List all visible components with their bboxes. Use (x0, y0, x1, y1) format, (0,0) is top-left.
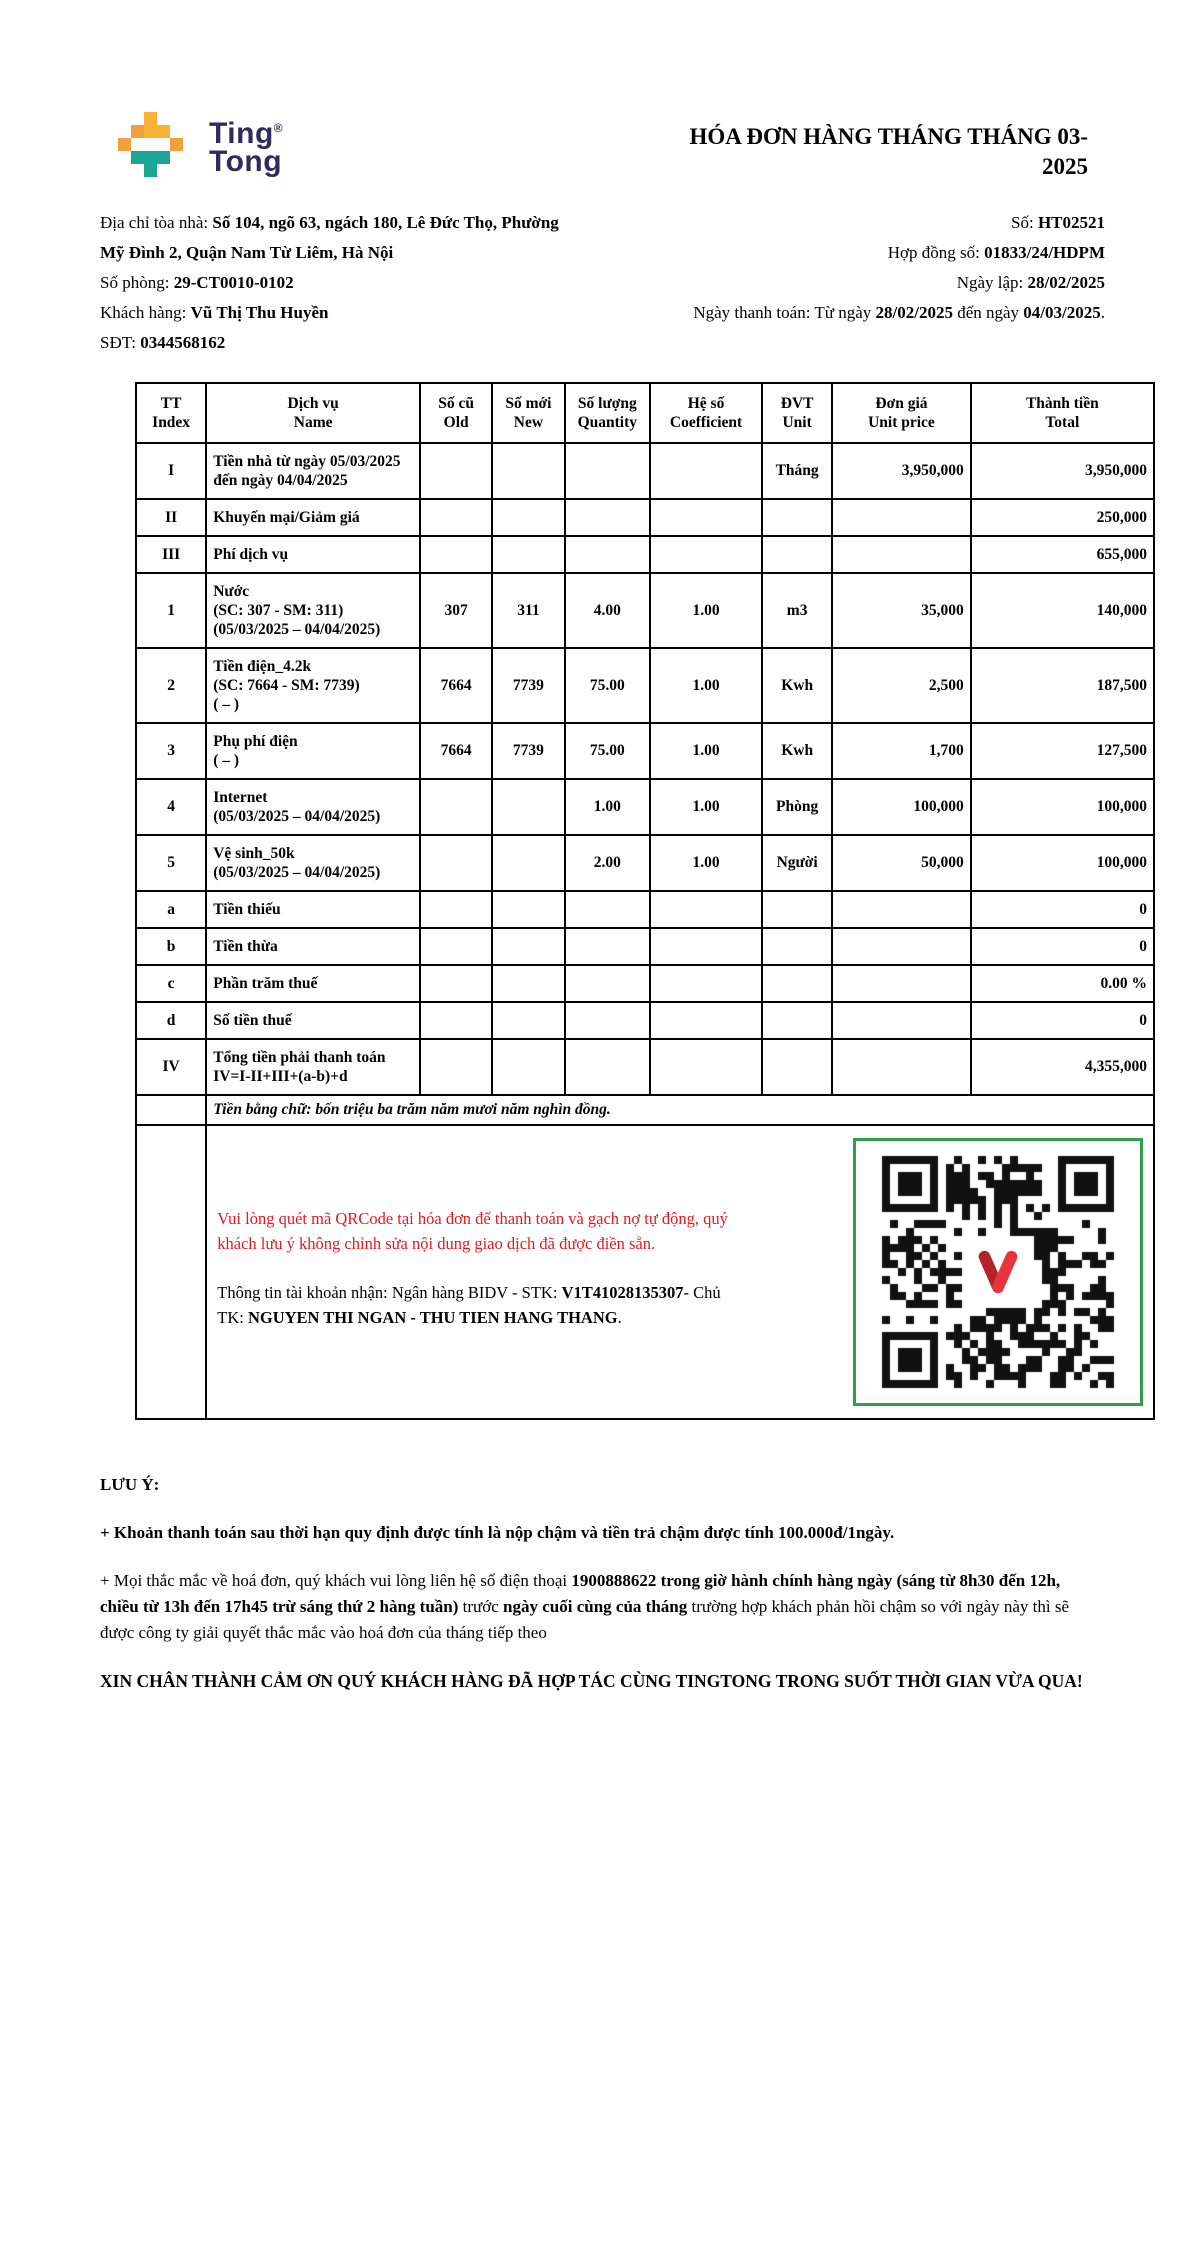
service-name-line: đến ngày 04/04/2025 (213, 472, 348, 489)
service-name-line: Nước (213, 583, 250, 600)
cell-new (492, 928, 564, 965)
col-header-unit: ĐVT Unit (762, 383, 832, 443)
cell-new (492, 965, 564, 1002)
service-name-line: Phần trăm thuế (213, 975, 318, 992)
cell-qty: 2.00 (565, 835, 651, 891)
info-line (582, 268, 1105, 298)
text-segment: SĐT: (100, 333, 141, 352)
cell-name (206, 965, 420, 1002)
cell-tt: 3 (136, 723, 206, 779)
service-row-II (136, 499, 1154, 536)
col-header-old: Số cũ Old (420, 383, 492, 443)
cell-old (420, 1002, 492, 1039)
cell-name (206, 648, 420, 723)
text-segment: Vũ Thị Thu Huyền (190, 303, 329, 322)
registered-mark: ® (273, 120, 284, 135)
notes-heading: LƯU Ý: (100, 1475, 160, 1494)
invoice-info (100, 208, 1105, 358)
cell-unit (762, 891, 832, 928)
service-name-line: Internet (213, 789, 268, 806)
cell-name (206, 443, 420, 499)
text-segment: V1T41028135307 (561, 1283, 684, 1302)
cell-qty (565, 499, 651, 536)
cell-qty (565, 536, 651, 573)
col-header-unit-price: Đơn giá Unit price (832, 383, 970, 443)
invoice-table (135, 382, 1155, 1420)
cell-old: 307 (420, 573, 492, 648)
service-row-b (136, 928, 1154, 965)
cell-unit (762, 928, 832, 965)
cell-qty: 75.00 (565, 723, 651, 779)
cell-old (420, 928, 492, 965)
cell-tt: a (136, 891, 206, 928)
info-line (582, 298, 1105, 328)
cell-tt: 4 (136, 779, 206, 835)
cell-old (420, 1039, 492, 1095)
cell-new (492, 779, 564, 835)
cell-price: 35,000 (832, 573, 970, 648)
text-segment: trước (458, 1597, 504, 1616)
cell-old (420, 891, 492, 928)
cell-total: 140,000 (971, 573, 1154, 648)
service-name-line: Tiền nhà từ ngày 05/03/2025 (213, 453, 401, 470)
service-name-line: (05/03/2025 – 04/04/2025) (213, 808, 381, 825)
cell-total: 0.00 % (971, 965, 1154, 1002)
cell-new (492, 499, 564, 536)
cell-coef: 1.00 (650, 723, 762, 779)
qr-code (853, 1138, 1143, 1406)
service-name-line: ( – ) (213, 696, 240, 713)
cell-coef (650, 965, 762, 1002)
info-line (582, 208, 1105, 238)
cell-total: 127,500 (971, 723, 1154, 779)
cell-qty: 4.00 (565, 573, 651, 648)
cell-new: 7739 (492, 648, 564, 723)
cell-new: 311 (492, 573, 564, 648)
cell-qty (565, 891, 651, 928)
cell-coef: 1.00 (650, 573, 762, 648)
cell-old (420, 443, 492, 499)
service-row-III (136, 536, 1154, 573)
cell-name (206, 723, 420, 779)
note-contact (100, 1568, 1088, 1646)
service-row-d (136, 1002, 1154, 1039)
cell-qty (565, 965, 651, 1002)
cell-price (832, 965, 970, 1002)
service-row-5 (136, 835, 1154, 891)
cell-coef (650, 891, 762, 928)
text-segment: . (617, 1308, 622, 1327)
cell-unit (762, 1002, 832, 1039)
service-row-3 (136, 723, 1154, 779)
note-late-payment (100, 1520, 1088, 1546)
cell-coef: 1.00 (650, 779, 762, 835)
cell-name (206, 536, 420, 573)
cell-price: 100,000 (832, 779, 970, 835)
info-line (100, 238, 562, 268)
cell-qty: 75.00 (565, 648, 651, 723)
service-name-line: Khuyến mại/Giảm giá (213, 509, 360, 526)
closing-thanks: XIN CHÂN THÀNH CẢM ƠN QUÝ KHÁCH HÀNG ĐÃ HỢP TÁC CÙNG TINGTONG TRONG SUỐT THỜI GIAN VỪA QUA! (100, 1671, 1083, 1691)
cell-unit: Phòng (762, 779, 832, 835)
cell-old: 7664 (420, 648, 492, 723)
col-header-quantity: Số lượng Quantity (565, 383, 651, 443)
cell-price: 1,700 (832, 723, 970, 779)
tingtong-pixel-icon (118, 112, 183, 177)
cell-coef (650, 1002, 762, 1039)
cell-unit: Kwh (762, 723, 832, 779)
cell-old (420, 965, 492, 1002)
cell-qty (565, 1002, 651, 1039)
cell-price (832, 1002, 970, 1039)
text-segment: + Mọi thắc mắc về hoá đơn, quý khách vui lòng liên hệ số điện thoại (100, 1571, 572, 1590)
service-name-line: Số tiền thuế (213, 1012, 292, 1029)
cell-qty (565, 1039, 651, 1095)
cell-new (492, 1002, 564, 1039)
cell-price: 50,000 (832, 835, 970, 891)
text-segment: NGUYEN THI NGAN - THU TIEN HANG THANG (247, 1308, 618, 1327)
service-row-2 (136, 648, 1154, 723)
col-header-index: TT Index (136, 383, 206, 443)
invoice-meta (582, 208, 1105, 358)
cell-total: 0 (971, 1002, 1154, 1039)
cell-name (206, 891, 420, 928)
service-name-line: Tổng tiền phải thanh toán (213, 1049, 386, 1066)
text-segment: ngày cuối cùng của tháng (503, 1597, 688, 1616)
service-name-line: ( – ) (213, 752, 240, 769)
cell-unit: m3 (762, 573, 832, 648)
cell-price (832, 499, 970, 536)
cell-tt: II (136, 499, 206, 536)
cell-coef: 1.00 (650, 648, 762, 723)
cell-qty: 1.00 (565, 779, 651, 835)
empty-cell (136, 1095, 206, 1125)
cell-total: 100,000 (971, 835, 1154, 891)
text-segment: 28/02/2025 (1027, 273, 1105, 292)
cell-unit (762, 499, 832, 536)
service-row-c (136, 965, 1154, 1002)
text-segment: 29-CT0010-0102 (173, 273, 294, 292)
cell-price (832, 536, 970, 573)
empty-cell (136, 1125, 206, 1419)
cell-tt: 5 (136, 835, 206, 891)
cell-total: 4,355,000 (971, 1039, 1154, 1095)
cell-price: 2,500 (832, 648, 970, 723)
cell-tt: 2 (136, 648, 206, 723)
cell-unit (762, 965, 832, 1002)
cell-total: 187,500 (971, 648, 1154, 723)
text-segment: Số phòng: (100, 273, 174, 292)
cell-coef (650, 928, 762, 965)
cell-total: 250,000 (971, 499, 1154, 536)
cell-old (420, 536, 492, 573)
cell-new (492, 443, 564, 499)
cell-unit (762, 1039, 832, 1095)
cell-total: 0 (971, 891, 1154, 928)
text-segment: đến ngày (952, 303, 1024, 322)
cell-unit: Người (762, 835, 832, 891)
text-segment: 28/02/2025 (875, 303, 953, 322)
cell-coef (650, 443, 762, 499)
invoice-title: HÓA ĐƠN HÀNG THÁNG THÁNG 03- 2025 (689, 124, 1088, 179)
cell-unit: Tháng (762, 443, 832, 499)
tingtong-wordmark: Ting® Tong (209, 116, 284, 178)
payment-cell (206, 1125, 1154, 1419)
cell-new (492, 536, 564, 573)
cell-coef (650, 1039, 762, 1095)
tingtong-logo (118, 112, 283, 177)
service-name-line: IV=I-II+III+(a-b)+d (213, 1068, 348, 1085)
cell-name (206, 1002, 420, 1039)
info-line (100, 208, 562, 238)
text-segment: Thông tin tài khoản nhận: Ngân hàng BIDV - STK: (217, 1283, 562, 1302)
cell-name (206, 499, 420, 536)
cell-total: 3,950,000 (971, 443, 1154, 499)
cell-new (492, 1039, 564, 1095)
text-segment: + Khoản thanh toán sau thời hạn quy định được tính là nộp chậm và tiền trả chậm được tính 100.000đ/1ngày. (100, 1523, 895, 1542)
cell-old: 7664 (420, 723, 492, 779)
cell-tt: III (136, 536, 206, 573)
text-segment: trường hợp khách phản hồi chậm so với ngày này thì sẽ được công ty giải quyết thắc mắc vào hoá đơn của tháng tiếp theo (100, 1597, 1070, 1642)
text-segment: Ngày lập: (956, 273, 1028, 292)
cell-old (420, 835, 492, 891)
service-name-line: Tiền điện_4.2k (213, 658, 312, 675)
account-info (217, 1280, 737, 1330)
customer-info (100, 208, 562, 358)
service-name-line: Phụ phí điện (213, 733, 298, 750)
text-segment: Số 104, ngõ 63, ngách 180, Lê Đức Thọ, Phường (212, 213, 559, 232)
footer-notes (100, 1472, 1088, 1694)
service-name-line: Vệ sinh_50k (213, 845, 295, 862)
text-segment: Hợp đồng số: (887, 243, 985, 262)
service-name-line: (SC: 307 - SM: 311) (213, 602, 344, 619)
vietqr-logo-icon (969, 1243, 1027, 1301)
text-segment: Số: (1011, 213, 1038, 232)
cell-coef (650, 536, 762, 573)
qr-row (136, 1125, 1154, 1419)
amount-in-words-row (136, 1095, 1154, 1125)
cell-name (206, 779, 420, 835)
service-name-line: Tiền thiếu (213, 901, 281, 918)
payment-instructions (207, 1126, 737, 1354)
service-name-line: Tiền thừa (213, 938, 278, 955)
text-segment: Mỹ Đình 2, Quận Nam Từ Liêm, Hà Nội (100, 243, 394, 262)
table-header-row (136, 383, 1154, 443)
service-name-line: (SC: 7664 - SM: 7739) (213, 677, 360, 694)
cell-coef: 1.00 (650, 835, 762, 891)
text-segment: . (1100, 303, 1105, 322)
amount-in-words: Tiền bằng chữ: bốn triệu ba trăm năm mươi năm nghìn đồng. (206, 1095, 1154, 1125)
cell-unit: Kwh (762, 648, 832, 723)
col-header-total: Thành tiền Total (971, 383, 1154, 443)
text-segment: Ngày thanh toán: Từ ngày (693, 303, 876, 322)
cell-new (492, 835, 564, 891)
text-segment: 04/03/2025 (1023, 303, 1101, 322)
cell-tt: IV (136, 1039, 206, 1095)
service-name-line: Phí dịch vụ (213, 546, 289, 563)
cell-tt: c (136, 965, 206, 1002)
cell-tt: b (136, 928, 206, 965)
info-line (100, 328, 562, 358)
text-segment: HT02521 (1037, 213, 1105, 232)
cell-total: 655,000 (971, 536, 1154, 573)
service-name-line: (05/03/2025 – 04/04/2025) (213, 864, 381, 881)
cell-old (420, 779, 492, 835)
cell-coef (650, 499, 762, 536)
cell-name (206, 1039, 420, 1095)
text-segment: 01833/24/HDPM (984, 243, 1105, 262)
cell-tt: I (136, 443, 206, 499)
service-row-4 (136, 779, 1154, 835)
cell-price: 3,950,000 (832, 443, 970, 499)
text-segment: Khách hàng: (100, 303, 191, 322)
cell-new: 7739 (492, 723, 564, 779)
col-header-new: Số mới New (492, 383, 564, 443)
cell-name (206, 928, 420, 965)
cell-total: 0 (971, 928, 1154, 965)
service-name-line: (05/03/2025 – 04/04/2025) (213, 621, 381, 638)
text-segment: 0344568162 (140, 333, 226, 352)
cell-price (832, 891, 970, 928)
service-row-IV (136, 1039, 1154, 1095)
text-segment: Địa chỉ tòa nhà: (100, 213, 213, 232)
cell-total: 100,000 (971, 779, 1154, 835)
col-header-coefficient: Hệ số Coefficient (650, 383, 762, 443)
invoice-header (118, 112, 1088, 182)
cell-name (206, 835, 420, 891)
service-row-I (136, 443, 1154, 499)
cell-tt: d (136, 1002, 206, 1039)
service-row-1 (136, 573, 1154, 648)
text-segment: - Chủ TK: (217, 1283, 721, 1327)
text-segment: 1900888622 trong giờ hành chính hàng ngày (sáng từ 8h30 đến 12h, chiều từ 13h đến 17h45 trừ sáng thứ 2 hàng tuần) (100, 1571, 1061, 1616)
cell-new (492, 891, 564, 928)
cell-unit (762, 536, 832, 573)
cell-qty (565, 443, 651, 499)
cell-name (206, 573, 420, 648)
col-header-name: Dịch vụ Name (206, 383, 420, 443)
info-line (582, 238, 1105, 268)
cell-tt: 1 (136, 573, 206, 648)
cell-price (832, 928, 970, 965)
cell-qty (565, 928, 651, 965)
cell-old (420, 499, 492, 536)
info-line (100, 298, 562, 328)
info-line (100, 268, 562, 298)
service-row-a (136, 891, 1154, 928)
cell-price (832, 1039, 970, 1095)
qr-instruction-note: Vui lòng quét mã QRCode tại hóa đơn để thanh toán và gạch nợ tự động, quý khách lưu ý không chỉnh sửa nội dung giao dịch đã được điền sẵn. (217, 1209, 728, 1253)
